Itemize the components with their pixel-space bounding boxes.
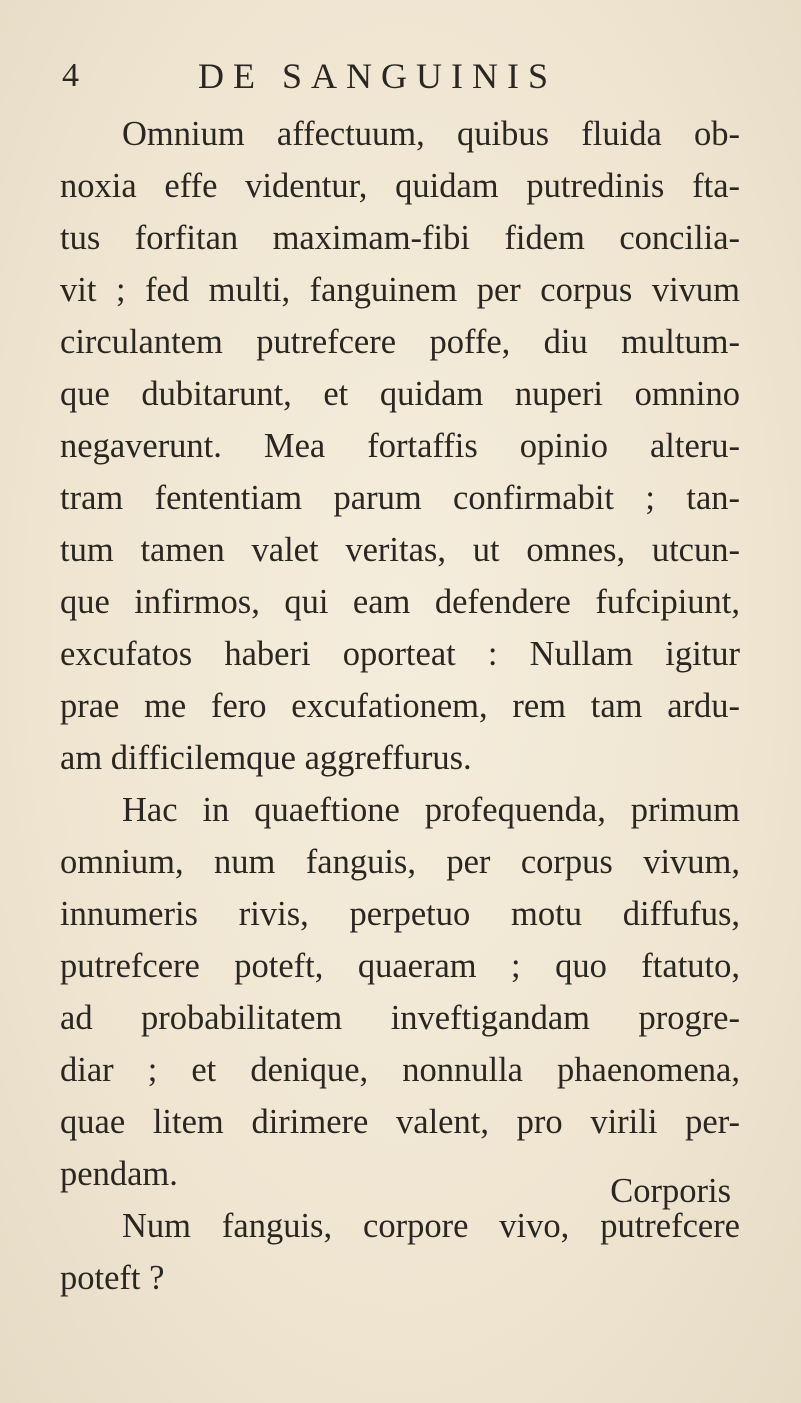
page-header	[62, 52, 761, 102]
body-text	[60, 108, 740, 1304]
page-number: 4	[62, 57, 79, 94]
text-line: que dubitarunt, et quidam nuperi omnino	[60, 375, 740, 413]
text-line: ad probabilitatem inveftigandam progre-	[60, 999, 740, 1037]
text-line: circulantem putrefcere poffe, diu multum-	[60, 323, 740, 361]
text-line: negaverunt. Mea fortaffis opinio alteru-	[60, 427, 740, 465]
text-line: excufatos haberi oporteat : Nullam igitur	[60, 635, 740, 673]
text-line: omnium, num fanguis, per corpus vivum,	[60, 843, 740, 881]
text-line: am difficilemque aggreffurus.	[60, 739, 472, 777]
text-line: diar ; et denique, nonnulla phaenomena,	[60, 1051, 740, 1089]
text-line: Omnium affectuum, quibus fluida ob-	[122, 115, 740, 153]
text-line: tus forfitan maximam-fibi fidem concilia-	[60, 219, 740, 257]
text-line: prae me fero excufationem, rem tam ardu-	[60, 687, 740, 725]
running-head: DE SANGUINIS	[198, 56, 557, 96]
text-line: vit ; fed multi, fanguinem per corpus vivum	[60, 271, 740, 309]
text-line: que infirmos, qui eam defendere fufcipiunt,	[60, 583, 740, 621]
text-line: putrefcere poteft, quaeram ; quo ftatuto,	[60, 947, 740, 985]
text-line: tram fententiam parum confirmabit ; tan-	[60, 479, 740, 517]
catchword: Corporis	[610, 1172, 731, 1210]
text-line: pendam.	[60, 1155, 178, 1193]
text-line: tum tamen valet veritas, ut omnes, utcun-	[60, 531, 740, 569]
text-line: Hac in quaeftione profequenda, primum	[122, 791, 740, 829]
text-line: innumeris rivis, perpetuo motu diffufus,	[60, 895, 740, 933]
text-line: quae litem dirimere valent, pro virili per-	[60, 1103, 740, 1141]
text-line: noxia effe videntur, quidam putredinis fta-	[60, 167, 740, 205]
text-line: poteft ?	[60, 1259, 165, 1297]
text-line: Num fanguis, corpore vivo, putrefcere	[122, 1207, 740, 1245]
